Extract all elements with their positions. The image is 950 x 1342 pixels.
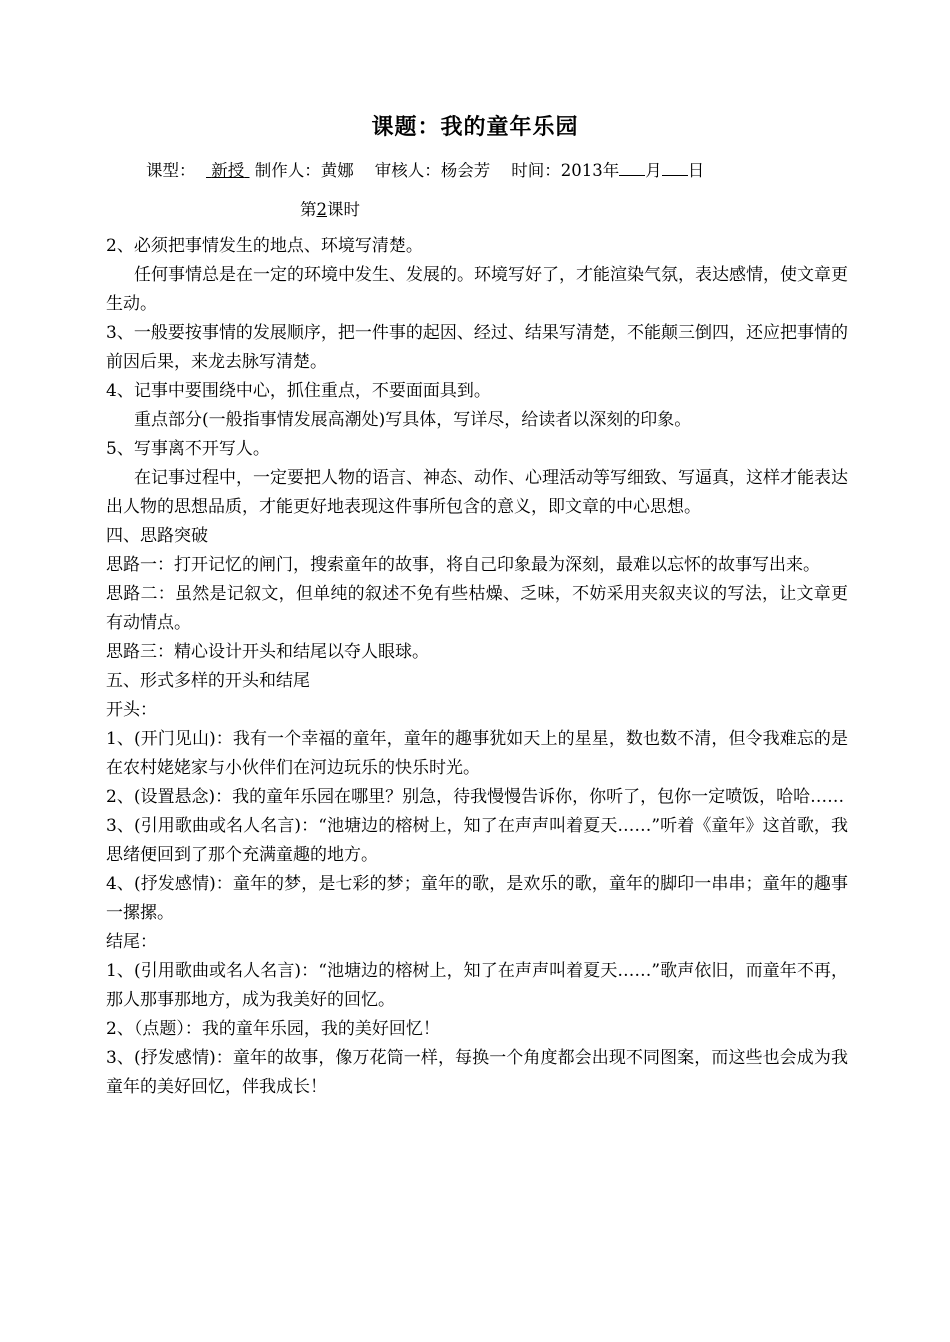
page-title: 课题：我的童年乐园 <box>371 115 579 140</box>
subheading: 结尾： <box>106 932 157 952</box>
day-blank <box>662 161 688 176</box>
lesson-suffix: 课时 <box>327 200 360 219</box>
lesson-number-line <box>300 196 360 220</box>
paragraph: 2、(设置悬念)：我的童年乐园在哪里？别急，待我慢慢告诉你，你听了，包你一定喷饭，哈哈…… <box>106 787 845 807</box>
month-label: 月 <box>645 161 662 180</box>
paragraph: 3、(抒发感情)：童年的故事，像万花筒一样，每换一个角度都会出现不同图案，而这些也会成为我童年的美好回忆，伴我成长！ <box>106 1048 848 1097</box>
paragraph: 4、记事中要围绕中心，抓住重点，不要面面具到。 <box>106 381 491 401</box>
paragraph: 1、(引用歌曲或名人名言)：“池塘边的榕树上，知了在声声叫着夏天……”歌声依旧，而童年不再，那人那事那地方，成为我美好的回忆。 <box>106 961 848 1010</box>
paragraph: 重点部分(一般指事情发展高潮处)写具体，写详尽，给读者以深刻的印象。 <box>134 410 692 430</box>
paragraph: 2、（点题）：我的童年乐园，我的美好回忆！ <box>106 1019 440 1039</box>
paragraph: 3、一般要按事情的发展顺序，把一件事的起因、经过、结果写清楚，不能颠三倒四，还应把事情的前因后果，来龙去脉写清楚。 <box>106 323 848 372</box>
subheading: 开头： <box>106 700 157 720</box>
lesson-prefix: 第 <box>300 200 317 219</box>
section-heading: 四、思路突破 <box>106 526 208 546</box>
paragraph: 4、(抒发感情)：童年的梦，是七彩的梦；童年的歌，是欢乐的歌，童年的脚印一串串；童年的趣事一摞摞。 <box>106 874 848 923</box>
paragraph: 思路二：虽然是记叙文，但单纯的叙述不免有些枯燥、乏味，不妨采用夹叙夹议的写法，让文章更有动情点。 <box>106 584 848 633</box>
section-heading: 五、形式多样的开头和结尾 <box>106 671 310 691</box>
paragraph: 任何事情总是在一定的环境中发生、发展的。环境写好了，才能渲染气氛，表达感情，使文章更生动。 <box>106 265 848 314</box>
month-blank <box>619 161 645 176</box>
paragraph: 5、写事离不开写人。 <box>106 439 270 459</box>
type-value: 新授 <box>211 161 245 180</box>
paragraph: 思路一：打开记忆的闸门，搜索童年的故事，将自己印象最为深刻，最难以忘怀的故事写出来。 <box>106 555 820 575</box>
paragraph: 1、(开门见山)：我有一个幸福的童年，童年的趣事犹如天上的星星，数也数不清，但令我难忘的是在农村姥姥家与小伙伴们在河边玩乐的快乐时光。 <box>106 729 848 778</box>
paragraph: 2、必须把事情发生的地点、环境写清楚。 <box>106 236 423 256</box>
lesson-meta <box>146 157 846 181</box>
day-label: 日 <box>687 161 705 180</box>
paragraph: 在记事过程中，一定要把人物的语言、神态、动作、心理活动等写细致、写逼真，这样才能表达出人物的思想品质，才能更好地表现这件事所包含的意义，即文章的中心思想。 <box>106 468 848 517</box>
reviewer-label: 审核人：杨会芳 <box>374 161 491 180</box>
time-label: 时间：2013年 <box>511 161 620 180</box>
lesson-number: 2 <box>316 200 327 219</box>
paragraph: 思路三：精心设计开头和结尾以夺人眼球。 <box>106 642 429 662</box>
paragraph: 3、(引用歌曲或名人名言)：“池塘边的榕树上，知了在声声叫着夏天……”听着《童年》这首歌，我思绪便回到了那个充满童趣的地方。 <box>106 816 848 865</box>
type-label: 课型： <box>146 161 196 180</box>
author-label: 制作人：黄娜 <box>254 161 354 180</box>
document-body <box>106 232 848 1102</box>
